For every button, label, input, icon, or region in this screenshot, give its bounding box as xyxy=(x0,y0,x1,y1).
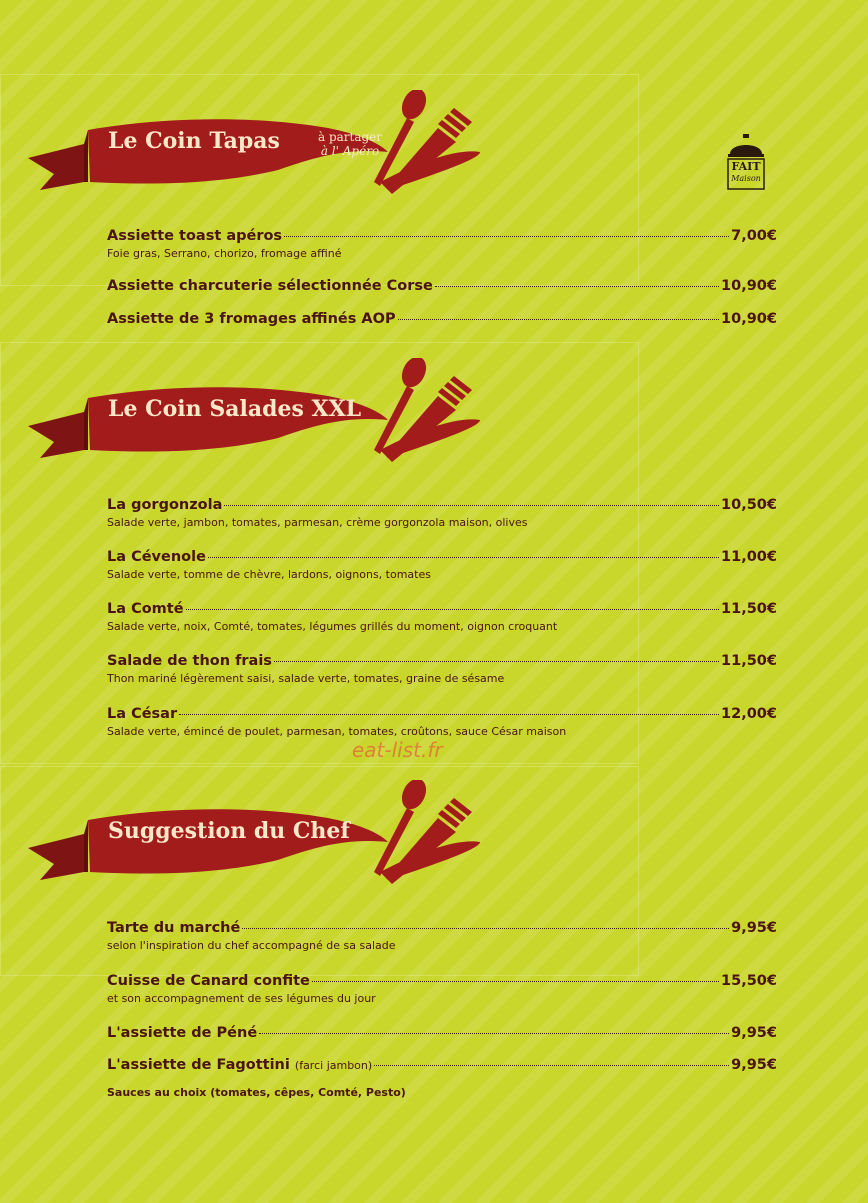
menu-item xyxy=(107,973,777,1005)
item-price: 11,50€ xyxy=(721,653,777,669)
dotted-leader xyxy=(186,608,719,610)
menu-item xyxy=(107,920,777,952)
item-name: Salade de thon frais xyxy=(107,653,272,669)
item-price: 7,00€ xyxy=(731,228,777,244)
item-name: Assiette toast apéros xyxy=(107,228,283,244)
dotted-leader xyxy=(259,1032,729,1034)
menu-item xyxy=(107,497,777,529)
dotted-leader xyxy=(398,318,719,320)
menu-item xyxy=(107,228,777,260)
dotted-leader xyxy=(208,556,719,558)
item-price: 9,95€ xyxy=(731,920,777,936)
item-description: Salade verte, jambon, tomates, parmesan, crème gorgonzola maison, olives xyxy=(107,516,528,529)
menu-item xyxy=(107,549,777,581)
item-name: La gorgonzola xyxy=(107,497,223,513)
item-name: La Comté xyxy=(107,601,184,617)
item-price: 10,90€ xyxy=(721,311,777,327)
item-price: 10,90€ xyxy=(721,278,777,294)
dotted-leader xyxy=(312,980,719,982)
menu-item xyxy=(107,706,777,738)
item-description: et son accompagnement de ses légumes du jour xyxy=(107,992,376,1005)
item-name: Tarte du marché xyxy=(107,920,241,936)
menu-item xyxy=(107,1025,777,1041)
item-price: 10,50€ xyxy=(721,497,777,513)
item-price: 12,00€ xyxy=(721,706,777,722)
menu-item xyxy=(107,278,777,294)
subtitle-line2: à l' Apéro xyxy=(320,144,380,158)
item-price: 11,00€ xyxy=(721,549,777,565)
item-name: La Cévenole xyxy=(107,549,206,565)
section-title: Le Coin Tapas xyxy=(108,128,280,154)
menu-item xyxy=(107,1057,777,1073)
item-price: 9,95€ xyxy=(731,1025,777,1041)
badge-line2: Maison xyxy=(731,174,761,183)
dotted-leader xyxy=(179,713,719,715)
item-description: Foie gras, Serrano, chorizo, fromage affiné xyxy=(107,247,342,260)
dotted-leader xyxy=(242,927,729,929)
item-description: Salade verte, émincé de poulet, parmesan, tomates, croûtons, sauce César maison xyxy=(107,725,567,738)
item-name: Assiette de 3 fromages affinés AOP xyxy=(107,311,396,327)
menu-item xyxy=(107,601,777,633)
fait-maison-badge xyxy=(724,132,768,192)
item-price: 9,95€ xyxy=(731,1057,777,1073)
section-subtitle xyxy=(310,130,390,158)
item-name xyxy=(107,1057,372,1073)
item-description: Salade verte, noix, Comté, tomates, légumes grillés du moment, oignon croquant xyxy=(107,620,558,633)
dotted-leader xyxy=(284,235,729,237)
section-title: Suggestion du Chef xyxy=(108,818,350,844)
item-name: Assiette charcuterie sélectionnée Corse xyxy=(107,278,433,294)
sauces-footnote: Sauces au choix (tomates, cêpes, Comté, Pesto) xyxy=(107,1086,406,1099)
section-banner-suggestion xyxy=(28,780,488,890)
item-name: Cuisse de Canard confite xyxy=(107,973,310,989)
item-name-text: L'assiette de Fagottini xyxy=(107,1057,290,1073)
section-banner-salades xyxy=(28,358,488,468)
item-note: (farci jambon) xyxy=(294,1059,373,1072)
dotted-leader xyxy=(435,285,719,287)
menu-item xyxy=(107,653,777,685)
item-price: 15,50€ xyxy=(721,973,777,989)
item-name: La César xyxy=(107,706,178,722)
section-title: Le Coin Salades XXL xyxy=(108,396,362,422)
dotted-leader xyxy=(374,1064,729,1066)
watermark: eat-list.fr xyxy=(352,738,443,762)
item-price: 11,50€ xyxy=(721,601,777,617)
item-description: selon l'inspiration du chef accompagné de sa salade xyxy=(107,939,396,952)
badge-line1: FAIT xyxy=(731,160,761,173)
section-banner-tapas xyxy=(28,90,488,200)
menu-item xyxy=(107,311,777,327)
item-name: L'assiette de Péné xyxy=(107,1025,258,1041)
dotted-leader xyxy=(274,660,719,662)
subtitle-line1: à partager xyxy=(317,130,383,144)
dotted-leader xyxy=(224,504,719,506)
item-description: Salade verte, tomme de chèvre, lardons, oignons, tomates xyxy=(107,568,431,581)
item-description: Thon mariné légèrement saisi, salade verte, tomates, graine de sésame xyxy=(107,672,505,685)
